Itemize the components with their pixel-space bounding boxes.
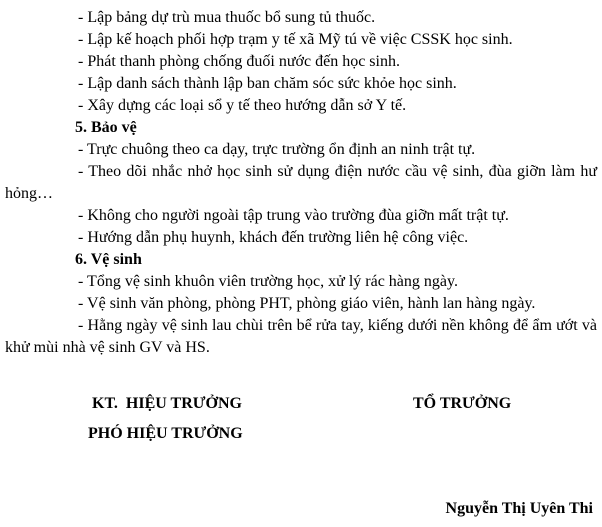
section-5-heading: 5. Bảo vệ — [75, 119, 137, 136]
body-paragraph: - Phát thanh phòng chống đuối nước đến học sinh. — [78, 53, 400, 70]
body-paragraph: - Không cho người ngoài tập trung vào trường đùa giỡn mất trật tự. — [78, 207, 509, 224]
section-6-heading: 6. Vệ sinh — [75, 251, 142, 268]
body-paragraph: - Theo dõi nhắc nhở học sinh sử dụng điện nước cầu vệ sinh, đùa giỡn làm hư hỏng… — [5, 163, 597, 202]
body-paragraph: - Lập kế hoạch phối hợp trạm y tế xã Mỹ tú về việc CSSK học sinh. — [78, 31, 513, 48]
body-paragraph: - Xây dựng các loại sổ y tế theo hướng dẫn sở Y tế. — [78, 97, 407, 114]
signature-left-title: KT. HIỆU TRƯỞNG — [92, 395, 242, 412]
body-paragraph: - Hằng ngày vệ sinh lau chùi trên bể rửa tay, kiếng dưới nền không để ẩm ướt và khử mùi nhà vệ sinh GV và HS. — [5, 317, 597, 356]
body-paragraph: - Trực chuông theo ca dạy, trực trường ổn định an ninh trật tự. — [78, 141, 476, 158]
signer-name: Nguyễn Thị Uyên Thi — [445, 500, 593, 517]
body-paragraph: - Hướng dẫn phụ huynh, khách đến trường liên hệ công việc. — [78, 229, 469, 246]
signature-right-title: TỔ TRƯỞNG — [413, 395, 512, 412]
body-paragraph: - Tổng vệ sinh khuôn viên trường học, xử lý rác hàng ngày. — [78, 273, 458, 290]
body-paragraph: - Vệ sinh văn phòng, phòng PHT, phòng giáo viên, hành lan hàng ngày. — [78, 295, 536, 312]
body-paragraph: - Lập danh sách thành lập ban chăm sóc sức khỏe học sinh. — [78, 75, 457, 92]
signature-left-subtitle: PHÓ HIỆU TRƯỞNG — [88, 425, 243, 442]
body-paragraph: - Lập bảng dự trù mua thuốc bổ sung tủ thuốc. — [78, 9, 376, 26]
